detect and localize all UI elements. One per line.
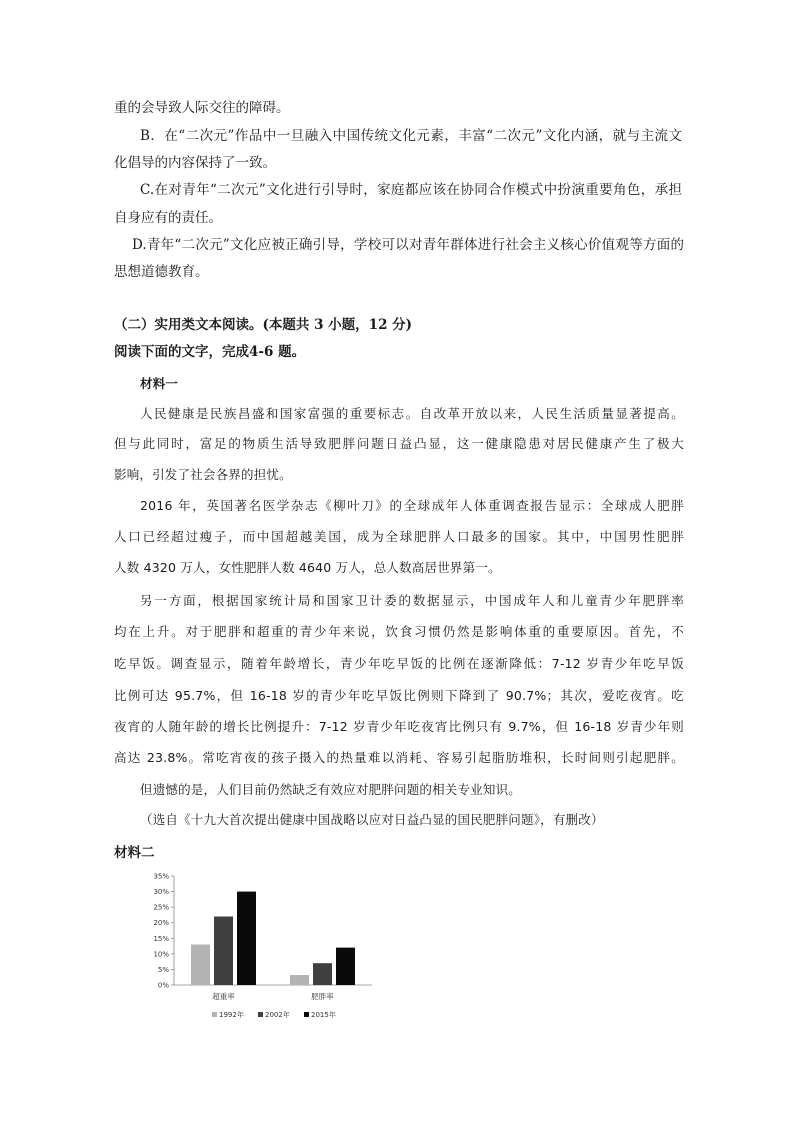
option-b-line-1: B．在“二次元”作品中一旦融入中国传统文化元素，丰富“二次元”文化内涵，就与主流文: [140, 128, 682, 144]
material-1-title: 材料一: [140, 376, 179, 391]
material-1-p2-line-1: 2016 年，英国著名医学杂志《柳叶刀》的全球成年人体重调查报告显示：全球成人肥胖: [140, 498, 684, 513]
bar: [290, 975, 309, 985]
option-b-line-2: 化倡导的内容保持了一致。: [114, 155, 276, 171]
material-1-p3-line-1: 另一方面，根据国家统计局和国家卫计委的数据显示，中国成年人和儿童青少年肥胖率: [140, 593, 684, 608]
material-1-p2-line-2: 人口已经超过瘦子，而中国超越美国，成为全球肥胖人口最多的国家。其中，中国男性肥胖: [114, 529, 684, 544]
legend-label: 2002年: [265, 1011, 290, 1019]
bar-chart: [140, 862, 380, 1032]
x-category-label: 肥胖率: [311, 992, 334, 1001]
legend-label: 2015年: [311, 1011, 336, 1019]
y-tick-label: 30%: [153, 888, 169, 897]
y-tick-label: 10%: [153, 950, 169, 959]
option-c-line-1: C.在对青年“二次元”文化进行引导时，家庭都应该在协同合作模式中扮演重要角色，承担: [140, 182, 682, 198]
material-1-p3-line-6: 高达 23.8%。常吃宵夜的孩子摄入的热量难以消耗、容易引起脂肪堆积，长时间则引起肥胖。: [114, 750, 684, 765]
legend-swatch: [258, 1012, 263, 1017]
material-1-p4: 但遗憾的是，人们目前仍然缺乏有效应对肥胖问题的相关专业知识。: [140, 782, 522, 797]
y-tick-label: 15%: [153, 934, 169, 943]
legend-swatch: [304, 1012, 309, 1017]
option-d-line-1: D.青年“二次元”文化应被正确引导，学校可以对青年群体进行社会主义核心价值观等方面的: [132, 237, 684, 253]
y-tick-label: 5%: [157, 965, 169, 974]
material-1-source: （选自《十九大首次提出健康中国战略以应对日益凸显的国民肥胖问题》，有删改）: [140, 812, 604, 827]
section-heading: （二）实用类文本阅读。(本题共 3 小题，12 分): [114, 317, 413, 333]
bar-chart-svg: [140, 862, 380, 1032]
material-1-p3-line-2: 均在上升。对于肥胖和超重的青少年来说，饮食习惯仍然是影响体重的重要原因。首先，不: [114, 624, 684, 639]
y-tick-label: 35%: [153, 872, 169, 881]
bar: [191, 945, 210, 985]
material-1-p1-line-3: 影响，引发了社会各界的担忧。: [114, 467, 292, 482]
y-tick-label: 0%: [157, 981, 169, 990]
x-category-label: 超重率: [212, 992, 235, 1001]
y-tick-label: 25%: [153, 903, 169, 912]
option-d-line-2: 思想道德教育。: [114, 264, 209, 280]
bar: [313, 963, 332, 985]
material-1-p1-line-1: 人民健康是民族昌盛和国家富强的重要标志。自改革开放以来，人民生活质量显著提高。: [140, 406, 684, 421]
y-tick-label: 20%: [153, 919, 169, 928]
bar: [237, 892, 256, 985]
material-1-p3-line-4: 比例可达 95.7%，但 16-18 岁的青少年吃早饭比例则下降到了 90.7%；其次，爱吃夜宵。吃: [114, 688, 684, 703]
material-1-p3-line-5: 夜宵的人随年龄的增长比例提升：7-12 岁青少年吃夜宵比例只有 9.7%，但 16-18 岁青少年则: [114, 719, 684, 734]
bar: [214, 916, 233, 985]
material-1-p3-line-3: 吃早饭。调查显示，随着年龄增长，青少年吃早饭的比例在逐渐降低：7-12 岁青少年吃早饭: [114, 656, 684, 671]
material-1-p1-line-2: 但与此同时，富足的物质生活导致肥胖问题日益凸显，这一健康隐患对居民健康产生了极大: [114, 436, 684, 451]
bar: [336, 948, 355, 985]
material-1-p2-line-3: 人数 4320 万人，女性肥胖人数 4640 万人，总人数高居世界第一。: [114, 560, 501, 575]
legend-swatch: [212, 1012, 217, 1017]
option-a-line: 重的会导致人际交往的障碍。: [114, 100, 290, 116]
legend-label: 1992年: [219, 1011, 244, 1019]
material-2-title: 材料二: [114, 845, 155, 861]
section-instruction: 阅读下面的文字，完成4-6 题。: [114, 344, 306, 360]
option-c-line-2: 自身应有的责任。: [114, 210, 222, 226]
